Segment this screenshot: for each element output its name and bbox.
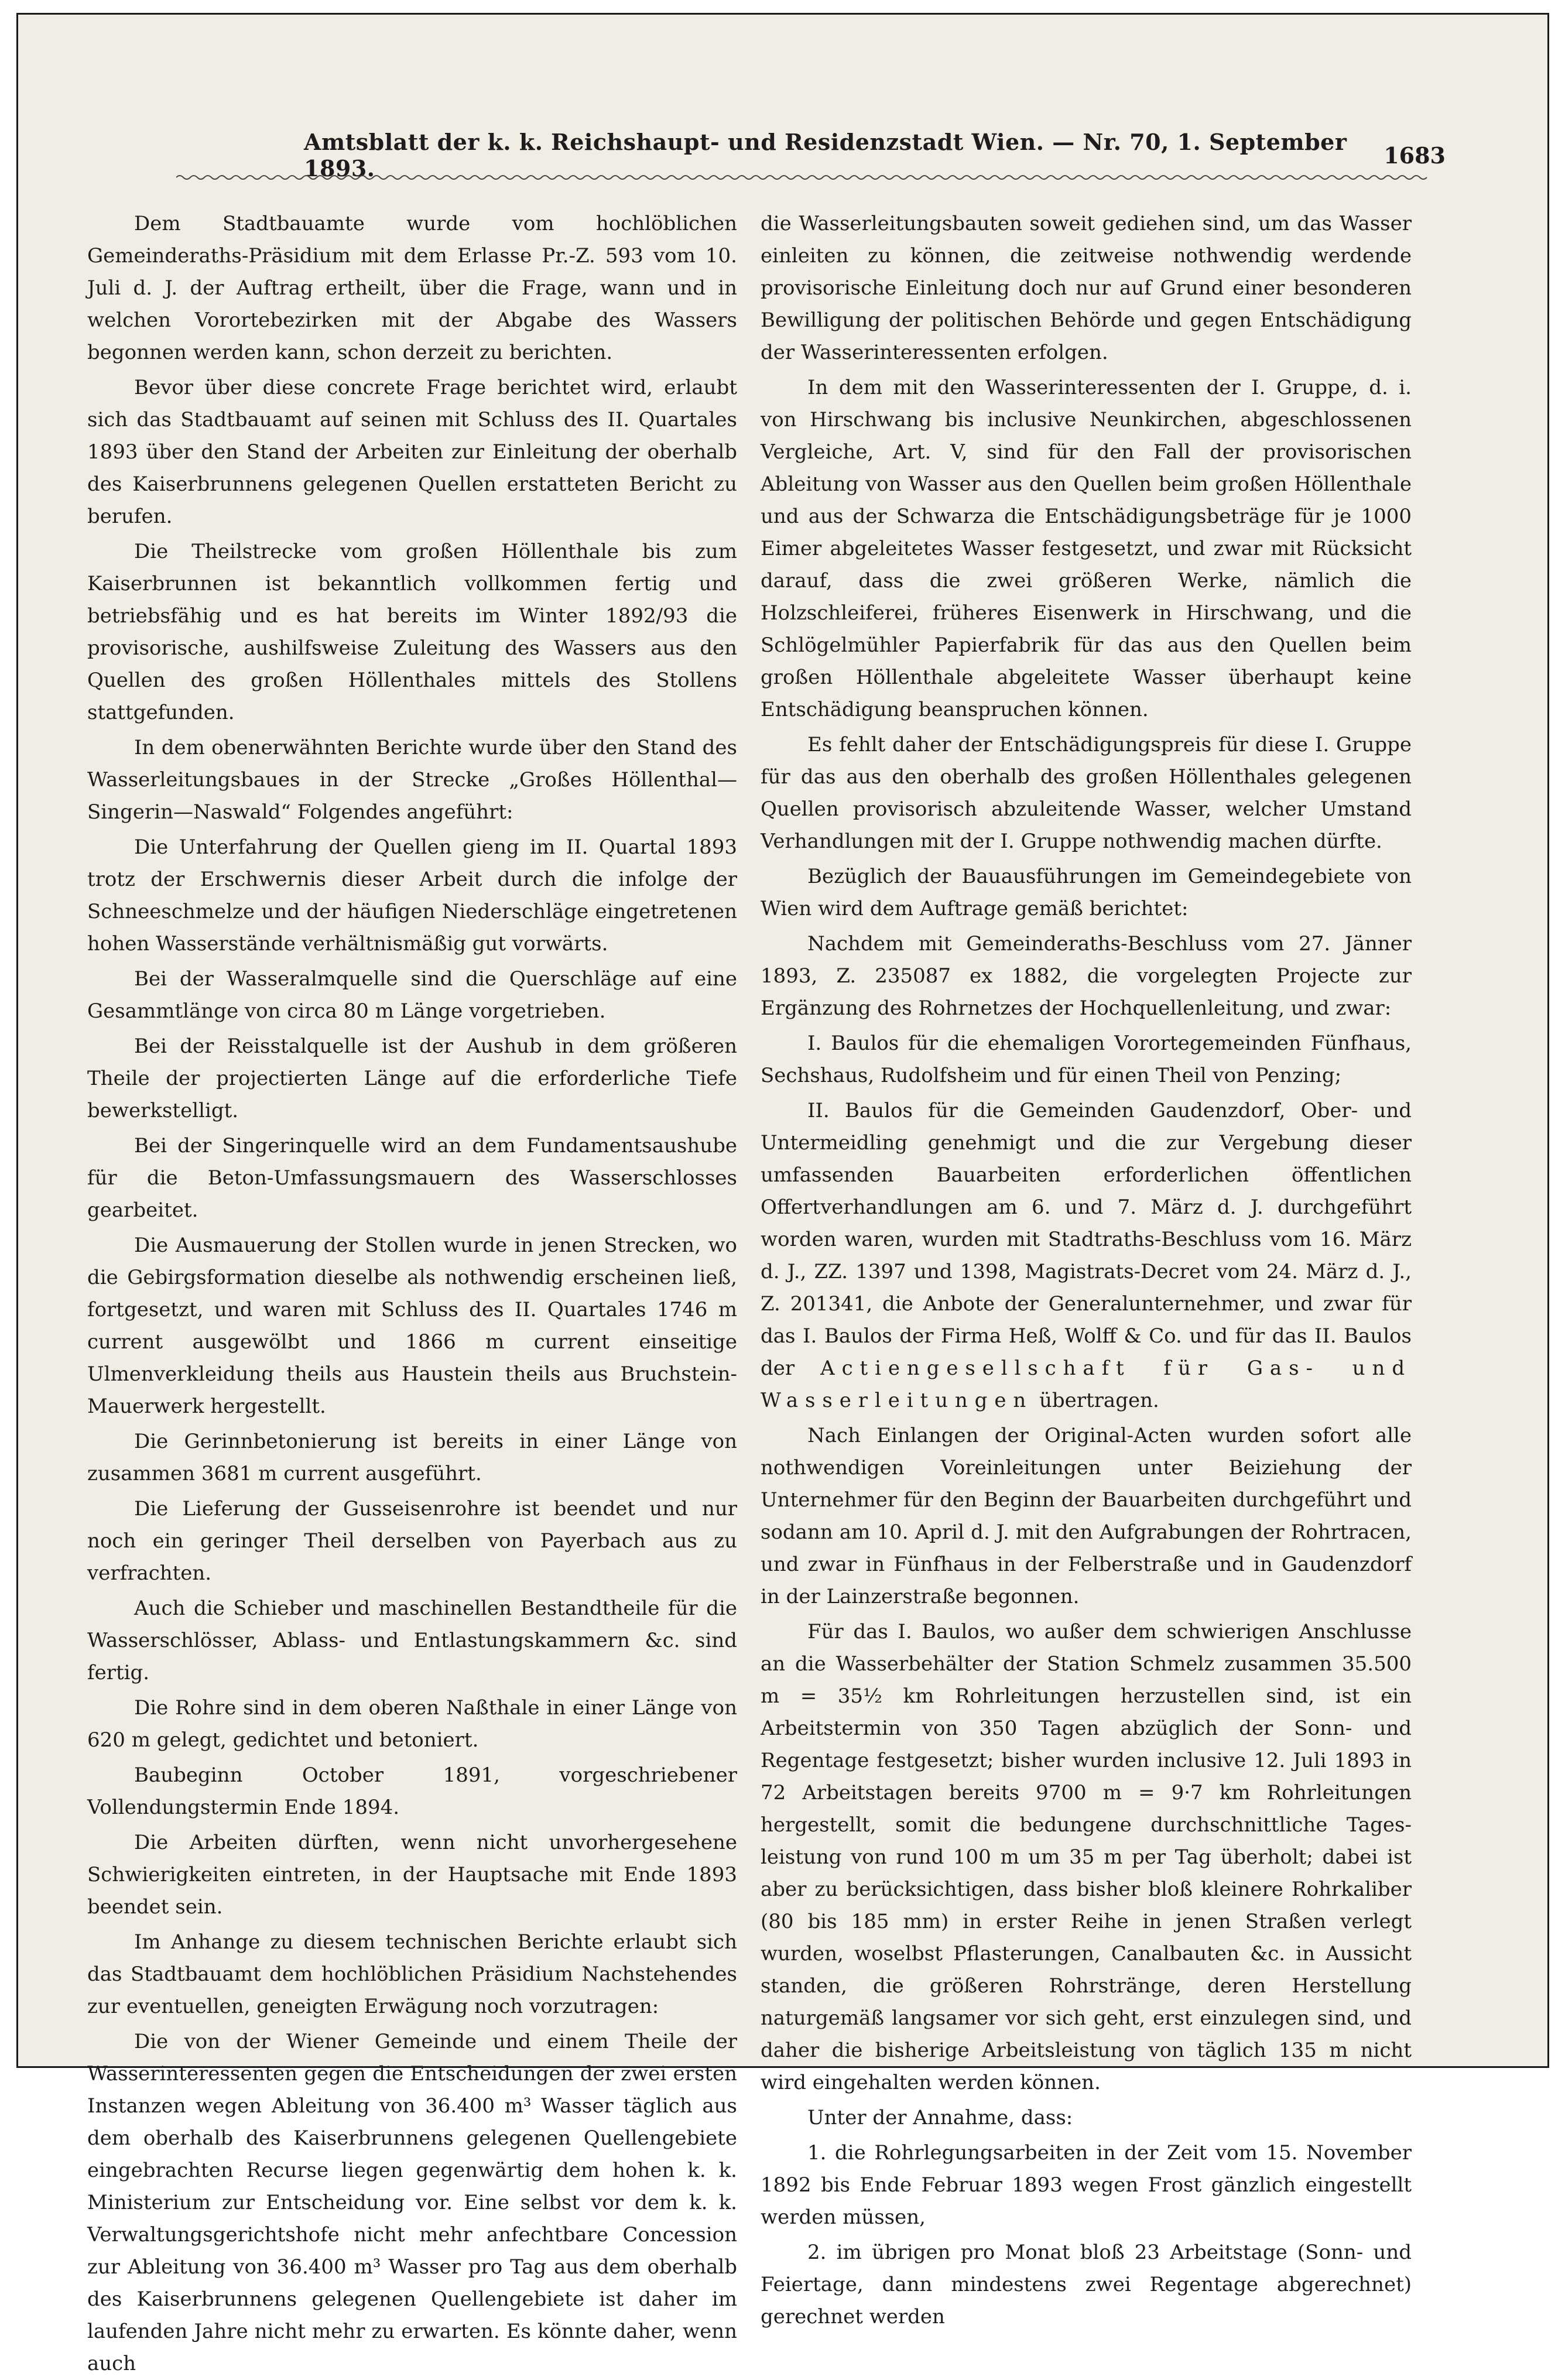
paragraph: Die Rohre sind in dem oberen Naßthale in einer Länge von 620 m gelegt, gedichtet und betoniert. bbox=[87, 1696, 737, 1752]
paragraph: I. Baulos für die ehemaligen Vorortegemeinden Fünfhaus, Sechshaus, Rudolfsheim und für einen Theil von Penzing; bbox=[761, 1032, 1412, 1087]
paragraph: Baubeginn October 1891, vorgeschriebener Vollendungstermin Ende 1894. bbox=[87, 1763, 737, 1819]
contract-end: übertragen. bbox=[1039, 1389, 1159, 1412]
paragraph: Die Arbeiten dürften, wenn nicht unvorhergesehene Schwierigkeiten eintreten, in der Hauptsache mit Ende 1893 beendet sein. bbox=[87, 1831, 737, 1919]
paragraph: Die Lieferung der Gusseisenrohre ist beendet und nur noch ein geringer Theil derselben von Payerbach aus zu verfrachten. bbox=[87, 1497, 737, 1585]
page-sheet bbox=[16, 13, 1549, 2375]
paragraph: Die Ausmauerung der Stollen wurde in jenen Strecken, wo die Gebirgsformation dieselbe als nothwendig erscheinen ließ, fortgesetzt, und waren mit Schluss des II. Quartales 1746 m current ausgewölbt und 1866 m current einseitige Ulmenverkleidung theils aus Haustein theils aus Bruchstein-Mauerwerk hergestellt. bbox=[87, 1234, 737, 1418]
paragraph: Bei der Singerinquelle wird an dem Fundamentsaushube für die Beton-Umfassungsmauern des Wasserschlosses gearbeitet. bbox=[87, 1134, 737, 1222]
page-number: 1683 bbox=[1383, 142, 1446, 169]
paragraph: Die Gerinnbetonierung ist bereits in einer Länge von zusammen 3681 m current ausgeführt. bbox=[87, 1430, 737, 1485]
wavy-line bbox=[176, 176, 1427, 179]
paragraph: In dem obenerwähnten Berichte wurde über den Stand des Wasserleitungsbaues in der Strecke „Großes Höllenthal—Singerin—Naswald“ Folgendes angeführt: bbox=[87, 736, 737, 824]
paragraph: Auch die Schieber und maschinellen Bestandtheile für die Wasserschlösser, Ablass- und Entlastungskammern &c. sind fertig. bbox=[87, 1597, 737, 1684]
paragraph: Nach Einlangen der Original-Acten wurden sofort alle nothwendigen Voreinleitungen unter Beiziehung der Unternehmer für den Beginn der Bauarbeiten durchgeführt und sodann am 10. April d. J. mit den Aufgrabungen der Rohrtracen, und zwar in Fünfhaus in der Felberstraße und in Gaudenzdorf in der Lainzerstraße begonnen. bbox=[761, 1424, 1412, 1608]
paragraph: Bevor über diese concrete Frage berichtet wird, erlaubt sich das Stadtbauamt auf seinen mit Schluss des II. Quartales 1893 über den Stand der Arbeiten zur Einleitung der oberhalb des Kaiserbrunnens gelegenen Quellen erstatteten Bericht zu berufen. bbox=[87, 376, 737, 528]
paragraph-contract bbox=[761, 1095, 1412, 1417]
paragraph: Es fehlt daher der Entschädigungspreis für diese I. Gruppe für das aus den oberhalb des großen Höllenthales gelegenen Quellen provisorisch abzuleitende Wasser, welcher Umstand Verhandlungen mit der I. Gruppe nothwendig machen dürfte. bbox=[761, 733, 1412, 853]
paragraph: Dem Stadtbauamte wurde vom hochlöblichen Gemeinderaths-Präsidium mit dem Erlasse Pr.-Z. 593 vom 10. Juli d. J. der Auftrag ertheilt, über die Frage, wann und in welchen Vorortebezirken mit der Abgabe des Wassers begonnen werden kann, schon derzeit zu berichten. bbox=[87, 212, 737, 364]
paragraph: Im Anhange zu diesem technischen Berichte erlaubt sich das Stadtbauamt dem hochlöblichen Präsidium Nachstehendes zur eventuellen, geneigten Erwägung noch vorzutragen: bbox=[87, 1930, 737, 2018]
paragraph: Bei der Wasseralmquelle sind die Querschläge auf eine Gesammtlänge von circa 80 m Länge vorgetrieben. bbox=[87, 967, 737, 1023]
paragraph: Für das I. Baulos, wo außer dem schwierigen Anschlusse an die Wasserbehälter der Station Schmelz zusammen 35.500 m = 35½ km Rohrleitungen herzustellen sind, ist ein Arbeitstermin von 350 Tagen abzüglich der Sonn- und Regentage festgesetzt; bisher wurden inclusive 12. Juli 1893 in 72 Arbeitstagen bereits 9700 m = 9·7 km Rohrleitungen hergestellt, somit die bedungene durchschnittliche Tagesleistung von rund 100 m um 35 m per Tag überholt; dabei ist aber zu berücksichtigen, dass bisher bloß kleinere Rohrkaliber (80 bis 185 mm) in erster Reihe in jenen Straßen verlegt wurden, woselbst Pflasterungen, Canalbauten &c. in Aussicht standen, die größeren Rohrstränge, deren Herstellung naturgemäß langsamer vor sich geht, erst einzulegen sind, und daher die bisherige Arbeitsleistung von täglich 135 m nicht wird eingehalten werden können. bbox=[761, 1620, 1412, 2094]
header-title: Amtsblatt der k. k. Reichshaupt- und Residenzstadt Wien. — Nr. 70, 1. September 1893. bbox=[304, 129, 1347, 182]
paragraph-continued: die Wasserleitungsbauten soweit gediehen sind, um das Wasser einleiten zu können, die zeitweise nothwendig werdende provisorische Einleitung doch nur auf Grund einer besonderen Bewilligung der politischen Behörde und gegen Entschädigung der Wasserinteressenten erfolgen. bbox=[761, 212, 1412, 364]
header-wavy-rule bbox=[176, 173, 1429, 182]
paragraph: Die Unterfahrung der Quellen gieng im II. Quartal 1893 trotz der Erschwernis dieser Arbeit durch die infolge der Schneeschmelze und der häufigen Niederschläge eingetretenen hohen Wasserstände verhältnismäßig gut vorwärts. bbox=[87, 835, 737, 956]
left-column bbox=[87, 208, 737, 2375]
paragraph: Die von der Wiener Gemeinde und einem Theile der Wasserinteressenten gegen die Entscheidungen der zwei ersten Instanzen wegen Ableitung von 36.400 m³ Wasser täglich aus dem oberhalb des Kaiserbrunnens gelegenen Quellengebiete eingebrachten Recurse liegen gegenwärtig dem hohen k. k. Ministerium zur Entscheidung vor. Eine selbst vor dem k. k. Verwaltungsgerichtshofe nicht mehr anfechtbare Concession zur Ableitung von 36.400 m³ Wasser pro Tag aus dem oberhalb des Kaiserbrunnens gelegenen Quellengebiete ist daher im laufenden Jahre nicht mehr zu erwarten. Es könnte daher, wenn auch bbox=[87, 2030, 737, 2375]
company-name: Actiengesellschaft für Gas- und Wasserleitungen bbox=[761, 1357, 1412, 1412]
paragraph: In dem mit den Wasserinteressenten der I. Gruppe, d. i. von Hirschwang bis inclusive Neunkirchen, abgeschlossenen Vergleiche, Art. V, sind für den Fall der provisorischen Ableitung von Wasser aus den Quellen beim großen Höllenthale und aus der Schwarza die Entschädigungsbeträge für je 1000 Eimer abgeleitetes Wasser festgesetzt, und zwar mit Rücksicht darauf, dass die zwei größeren Werke, nämlich die Holzschleiferei, früheres Eisenwerk in Hirschwang, und die Schlögelmühler Papierfabrik für das aus den Quellen beim großen Höllenthale abgeleitete Wasser überhaupt keine Entschädigung beanspruchen können. bbox=[761, 376, 1412, 721]
paragraph: Bei der Reisstalquelle ist der Aushub in dem größeren Theile der projectierten Länge auf die erforderliche Tiefe bewerkstelligt. bbox=[87, 1035, 737, 1122]
page-header bbox=[304, 129, 1446, 182]
paragraph: Nachdem mit Gemeinderaths-Beschluss vom 27. Jänner 1893, Z. 235087 ex 1882, die vorgelegten Projecte zur Ergänzung des Rohrnetzes der Hochquellenleitung, und zwar: bbox=[761, 932, 1412, 1020]
paragraph: 1. die Rohrlegungsarbeiten in der Zeit vom 15. November 1892 bis Ende Februar 1893 wegen Frost gänzlich eingestellt werden müssen, bbox=[761, 2141, 1412, 2229]
right-column bbox=[761, 208, 1412, 2328]
contract-text: II. Baulos für die Gemeinden Gaudenzdorf, Ober- und Untermeidling genehmigt und die zur Vergebung dieser umfassenden Bauarbeiten erforderlichen öffentlichen Offertverhandlungen am 6. und 7. März d. J. durchgeführt worden waren, wurden mit Stadtraths-Beschluss vom 16. März d. J., ZZ. 1397 und 1398, Magistrats-Decret vom 24. März d. J., Z. 201341, die Anbote der Generalunternehmer, und zwar für das I. Baulos der Firma Heß, Wolff & Co. und für das II. Baulos der bbox=[761, 1099, 1412, 1380]
paragraph: Die Theilstrecke vom großen Höllenthale bis zum Kaiserbrunnen ist bekanntlich vollkommen fertig und betriebsfähig und es hat bereits im Winter 1892/93 die provisorische, aushilfsweise Zuleitung des Wassers aus den Quellen des großen Höllenthales mittels des Stollens stattgefunden. bbox=[87, 540, 737, 724]
paragraph: Unter der Annahme, dass: bbox=[807, 2106, 1073, 2129]
paragraph: Bezüglich der Bauausführungen im Gemeindegebiete von Wien wird dem Auftrage gemäß berichtet: bbox=[761, 865, 1412, 920]
paragraph: 2. im übrigen pro Monat bloß 23 Arbeitstage (Sonn- und Feiertage, dann mindestens zwei Regentage abgerechnet) gerechnet werden bbox=[761, 2241, 1412, 2328]
